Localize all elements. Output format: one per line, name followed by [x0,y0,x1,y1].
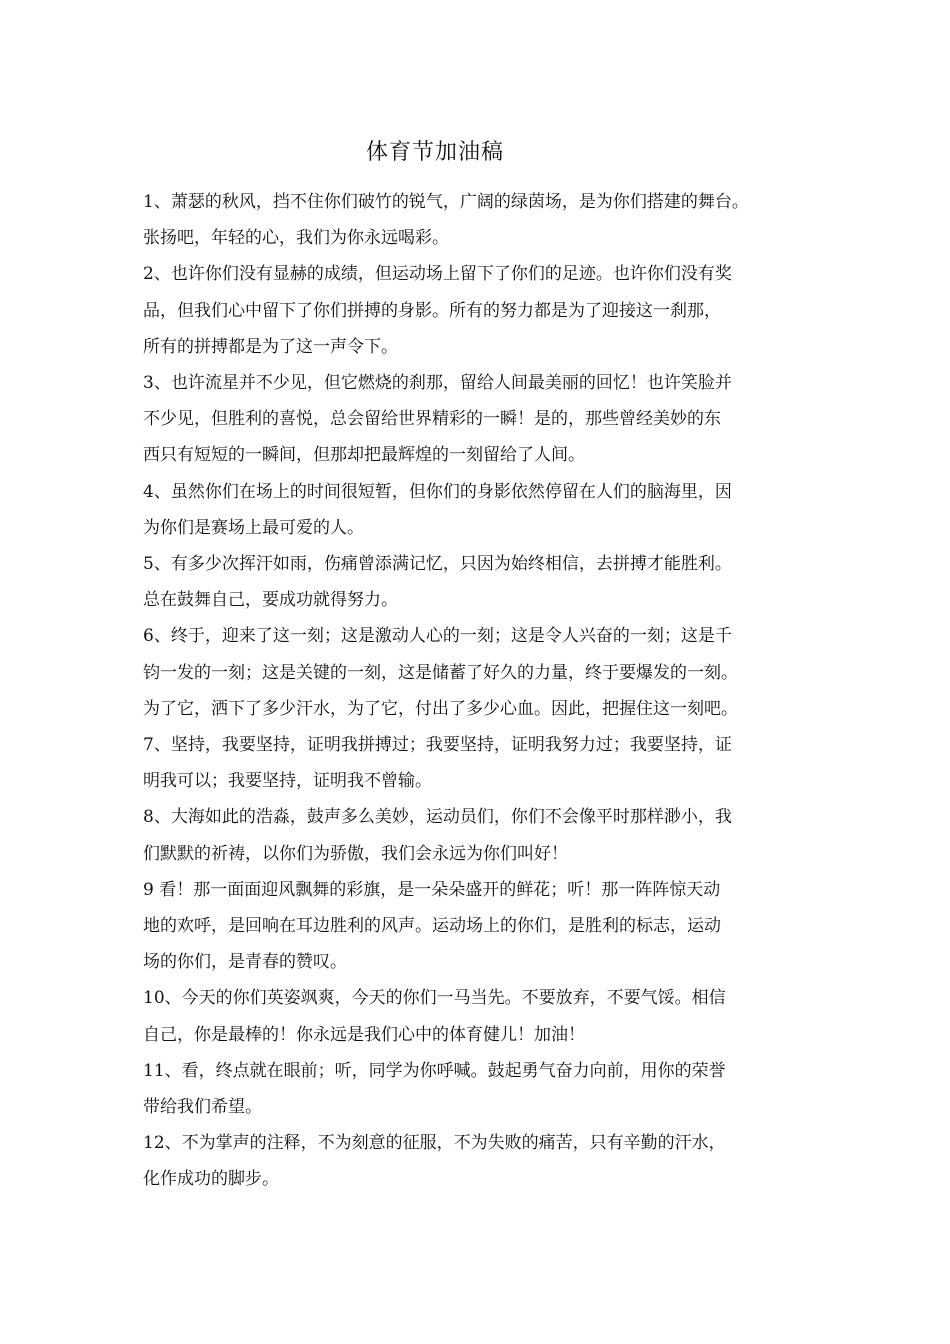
paragraph [143,872,823,981]
paragraph-line: 张扬吧，年轻的心，我们为你永远喝彩。 [143,228,449,249]
paragraph-line: 明我可以；我要坚持，证明我不曾输。 [143,771,432,792]
paragraph [143,1053,823,1125]
document-body [143,184,823,1198]
paragraph-line: 地的欢呼，是回响在耳边胜利的风声。运动场上的你们，是胜利的标志，运动 [143,916,721,937]
paragraph [143,727,823,799]
paragraph-line: 10、今天的你们英姿飒爽，今天的你们一马当先。不要放弃，不要气馁。相信 [143,988,726,1009]
paragraph-line: 自己，你是最棒的！你永远是我们心中的体育健儿！加油！ [143,1024,585,1045]
document-title: 体育节加油稿 [365,140,504,165]
paragraph-line: 西只有短短的一瞬间，但那却把最辉煌的一刻留给了人间。 [143,445,585,466]
paragraph-line: 品，但我们心中留下了你们拼搏的身影。所有的努力都是为了迎接这一刹那， [143,300,721,321]
paragraph-line: 场的你们，是青春的赞叹。 [143,952,347,973]
paragraph [143,365,823,474]
paragraph-line: 9 看！那一面面迎风飘舞的彩旗，是一朵朵盛开的鲜花；听！那一阵阵惊天动 [143,879,721,900]
paragraph-line: 12、不为掌声的注释，不为刻意的征服，不为失败的痛苦，只有辛勤的汗水， [143,1133,726,1154]
paragraph [143,799,823,871]
paragraph-line: 3、也许流星并不少见，但它燃烧的刹那，留给人间最美丽的回忆！也许笑脸并 [143,373,732,394]
paragraph-line: 6、终于，迎来了这一刻；这是激动人心的一刻；这是令人兴奋的一刻；这是千 [143,626,732,647]
paragraph-line: 带给我们希望。 [143,1097,262,1118]
paragraph-line: 不少见，但胜利的喜悦，总会留给世界精彩的一瞬！是的，那些曾经美妙的东 [143,409,721,430]
paragraph-line: 1、萧瑟的秋风，挡不住你们破竹的锐气，广阔的绿茵场，是为你们搭建的舞台。 [143,192,749,212]
paragraph-line: 8、大海如此的浩淼，鼓声多么美妙，运动员们，你们不会像平时那样渺小，我 [143,807,732,828]
paragraph [143,546,823,618]
paragraph-line: 钧一发的一刻；这是关键的一刻，这是储蓄了好久的力量，终于要爆发的一刻。 [143,662,738,683]
paragraph [143,1125,823,1197]
paragraph-line: 总在鼓舞自己，要成功就得努力。 [143,590,398,611]
paragraph-line: 11、看，终点就在眼前；听，同学为你呼喊。鼓起勇气奋力向前，用你的荣誉 [143,1060,726,1081]
paragraph [143,256,823,365]
paragraph [143,618,823,727]
paragraph-line: 5、有多少次挥汗如雨，伤痛曾添满记忆，只因为始终相信，去拼搏才能胜利。 [143,554,732,575]
paragraph-line: 为了它，洒下了多少汗水，为了它，付出了多少心血。因此，把握住这一刻吧。 [143,698,738,719]
paragraph-line: 为你们是赛场上最可爱的人。 [143,517,364,538]
paragraph-line: 们默默的祈祷，以你们为骄傲，我们会永远为你们叫好！ [143,843,568,864]
paragraph [143,980,823,1052]
paragraph [143,474,823,546]
paragraph-line: 2、也许你们没有显赫的成绩，但运动场上留下了你们的足迹。也许你们没有奖 [143,264,732,285]
paragraph-line: 7、坚持，我要坚持，证明我拼搏过；我要坚持，证明我努力过；我要坚持，证 [143,735,732,756]
paragraph-line: 所有的拼搏都是为了这一声令下。 [143,336,398,357]
paragraph-line: 4、虽然你们在场上的时间很短暂，但你们的身影依然停留在人们的脑海里，因 [143,481,732,502]
paragraph-line: 化作成功的脚步。 [143,1169,279,1190]
paragraph [143,184,823,256]
